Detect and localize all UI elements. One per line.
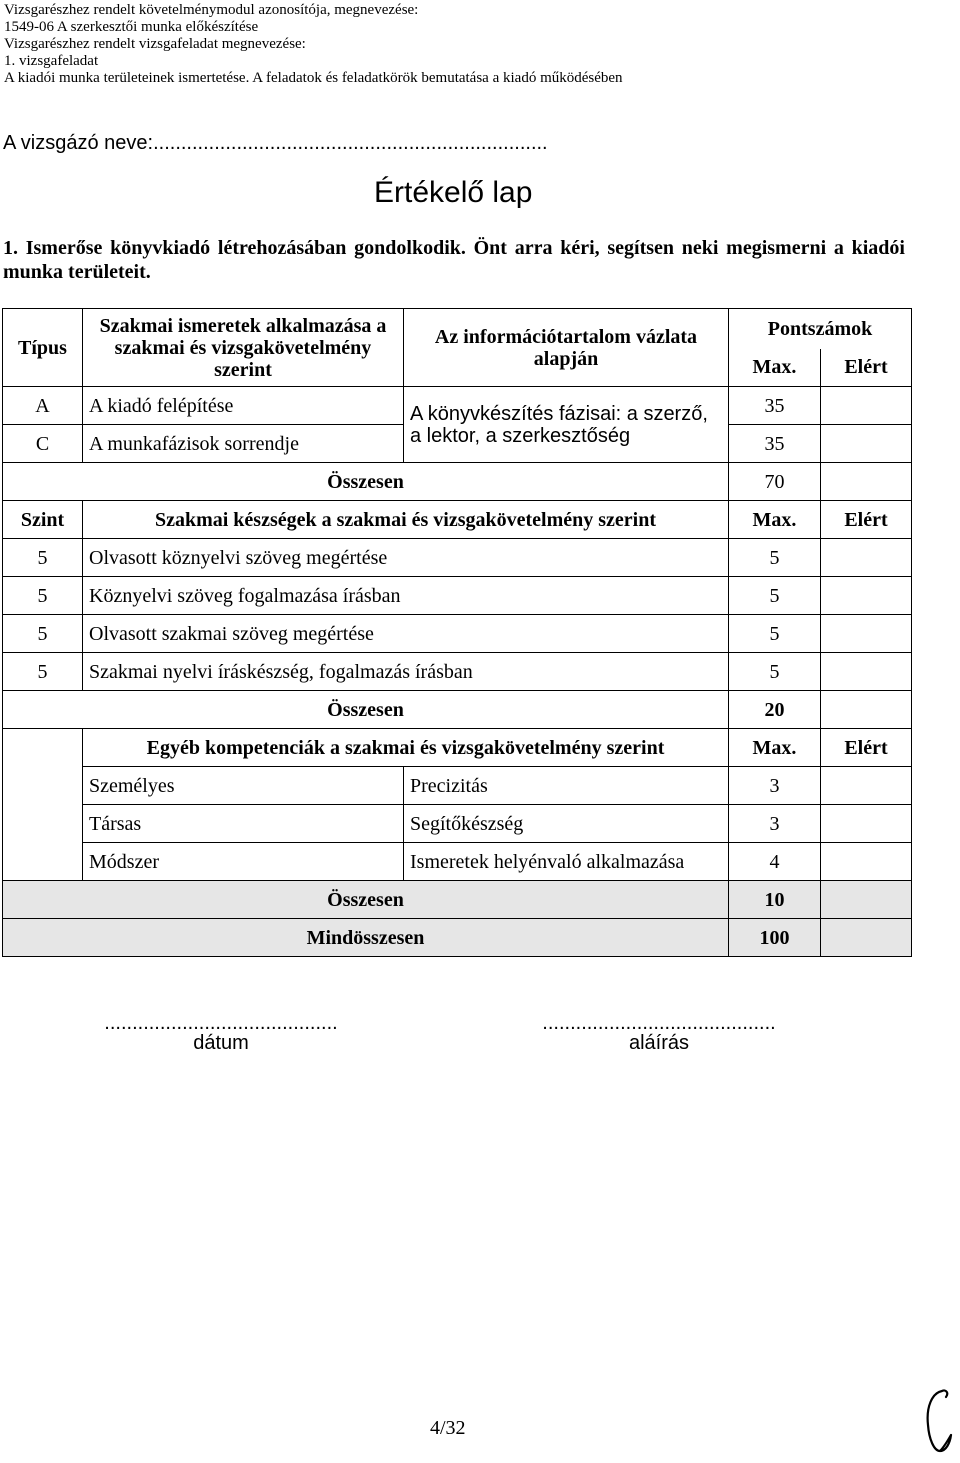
table-row — [3, 615, 912, 653]
skill-cell: Köznyelvi szöveg fogalmazása írásban — [83, 577, 729, 615]
date-line: .......................................... — [104, 1012, 338, 1034]
topic-cell: A kiadó felépítése — [83, 387, 404, 425]
area-cell: Módszer — [83, 843, 404, 881]
points-header: Pontszámok — [729, 309, 912, 349]
skill-cell: Olvasott köznyelvi szöveg megértése — [83, 539, 729, 577]
achieved-cell — [821, 387, 912, 425]
max-cell: 35 — [729, 387, 821, 425]
grand-total-value: 100 — [729, 919, 821, 957]
max-cell: 35 — [729, 425, 821, 463]
skills-header-row — [3, 501, 912, 539]
skills-topic-header: Szakmai készségek a szakmai és vizsgakövetelmény szerint — [83, 501, 729, 539]
date-label: dátum — [193, 1032, 249, 1054]
table-row — [3, 767, 912, 805]
task-description: 1. Ismerőse könyvkiadó létrehozásában gondolkodik. Önt arra kéri, segítsen neki megismerni a kiadói munka területeit. — [3, 237, 905, 283]
header-task-label: Vizsgarészhez rendelt vizsgafeladat megnevezése: — [4, 36, 306, 52]
type-cell: A — [3, 387, 83, 425]
achieved-cell — [821, 425, 912, 463]
competency-cell: Segítőkészség — [404, 805, 729, 843]
achieved-header: Elért — [821, 349, 912, 387]
knowledge-total-row — [3, 463, 912, 501]
total-value: 70 — [729, 463, 821, 501]
max-cell: 5 — [729, 539, 821, 577]
achieved-cell — [821, 691, 912, 729]
examinee-name-line: A vizsgázó neve:....................................................................... — [3, 132, 548, 154]
grand-total-row — [3, 919, 912, 957]
max-cell: 3 — [729, 805, 821, 843]
header-module-name: 1549-06 A szerkesztői munka előkészítése — [4, 19, 259, 35]
achieved-cell — [821, 463, 912, 501]
max-cell: 5 — [729, 615, 821, 653]
achieved-cell — [821, 615, 912, 653]
evaluation-table — [2, 308, 912, 957]
page-number: 4/32 — [430, 1417, 466, 1439]
level-header: Szint — [3, 501, 83, 539]
max-header: Max. — [729, 501, 821, 539]
total-label: Összesen — [3, 463, 729, 501]
signature-label: aláírás — [628, 1032, 690, 1054]
competency-cell: Ismeretek helyénvaló alkalmazása — [404, 843, 729, 881]
header-task-number: 1. vizsgafeladat — [4, 53, 99, 69]
type-cell: C — [3, 425, 83, 463]
area-cell: Társas — [83, 805, 404, 843]
total-label: Összesen — [3, 691, 729, 729]
competencies-topic-header: Egyéb kompetenciák a szakmai és vizsgakövetelmény szerint — [83, 729, 729, 767]
max-cell: 5 — [729, 577, 821, 615]
level-cell: 5 — [3, 539, 83, 577]
skill-cell: Olvasott szakmai szöveg megértése — [83, 615, 729, 653]
table-row — [3, 539, 912, 577]
total-value: 10 — [729, 881, 821, 919]
achieved-cell — [821, 577, 912, 615]
signature-line: .......................................... — [542, 1012, 776, 1034]
max-cell: 3 — [729, 767, 821, 805]
max-header: Max. — [729, 729, 821, 767]
knowledge-header-row — [3, 309, 912, 349]
achieved-header: Elért — [821, 729, 912, 767]
max-header: Max. — [729, 349, 821, 387]
total-label: Összesen — [3, 881, 729, 919]
grand-total-label: Mindösszesen — [3, 919, 729, 957]
header-module-label: Vizsgarészhez rendelt követelménymodul azonosítója, megnevezése: — [4, 2, 419, 18]
blank-cell — [3, 767, 83, 805]
info-content-header: Az információtartalom vázlata alapján — [404, 309, 729, 387]
achieved-cell — [821, 919, 912, 957]
competencies-header-row — [3, 729, 912, 767]
knowledge-topic-header: Szakmai ismeretek alkalmazása a szakmai és vizsgakövetelmény szerint — [83, 309, 404, 387]
table-row — [3, 843, 912, 881]
achieved-cell — [821, 843, 912, 881]
skill-cell: Szakmai nyelvi íráskészség, fogalmazás írásban — [83, 653, 729, 691]
table-row — [3, 805, 912, 843]
level-cell: 5 — [3, 577, 83, 615]
type-header: Típus — [3, 309, 83, 387]
achieved-cell — [821, 653, 912, 691]
achieved-cell — [821, 539, 912, 577]
area-cell: Személyes — [83, 767, 404, 805]
total-value: 20 — [729, 691, 821, 729]
max-cell: 4 — [729, 843, 821, 881]
blank-cell — [3, 805, 83, 843]
max-cell: 5 — [729, 653, 821, 691]
blank-cell — [3, 843, 83, 881]
page-title: Értékelő lap — [374, 176, 533, 209]
achieved-cell — [821, 881, 912, 919]
table-row — [3, 653, 912, 691]
level-cell: 5 — [3, 615, 83, 653]
info-cell: A könyvkészítés fázisai: a szerző, a lektor, a szerkesztőség — [404, 387, 729, 463]
skills-total-row — [3, 691, 912, 729]
competencies-total-row — [3, 881, 912, 919]
achieved-header: Elért — [821, 501, 912, 539]
table-row — [3, 577, 912, 615]
level-cell: 5 — [3, 653, 83, 691]
handwritten-initial-mark — [920, 1385, 956, 1457]
competency-cell: Precizitás — [404, 767, 729, 805]
blank-cell — [3, 729, 83, 767]
header-task-name: A kiadói munka területeinek ismertetése. A feladatok és feladatkörök bemutatása a kiadó működésében — [4, 70, 623, 86]
table-row — [3, 387, 912, 425]
achieved-cell — [821, 767, 912, 805]
topic-cell: A munkafázisok sorrendje — [83, 425, 404, 463]
achieved-cell — [821, 805, 912, 843]
